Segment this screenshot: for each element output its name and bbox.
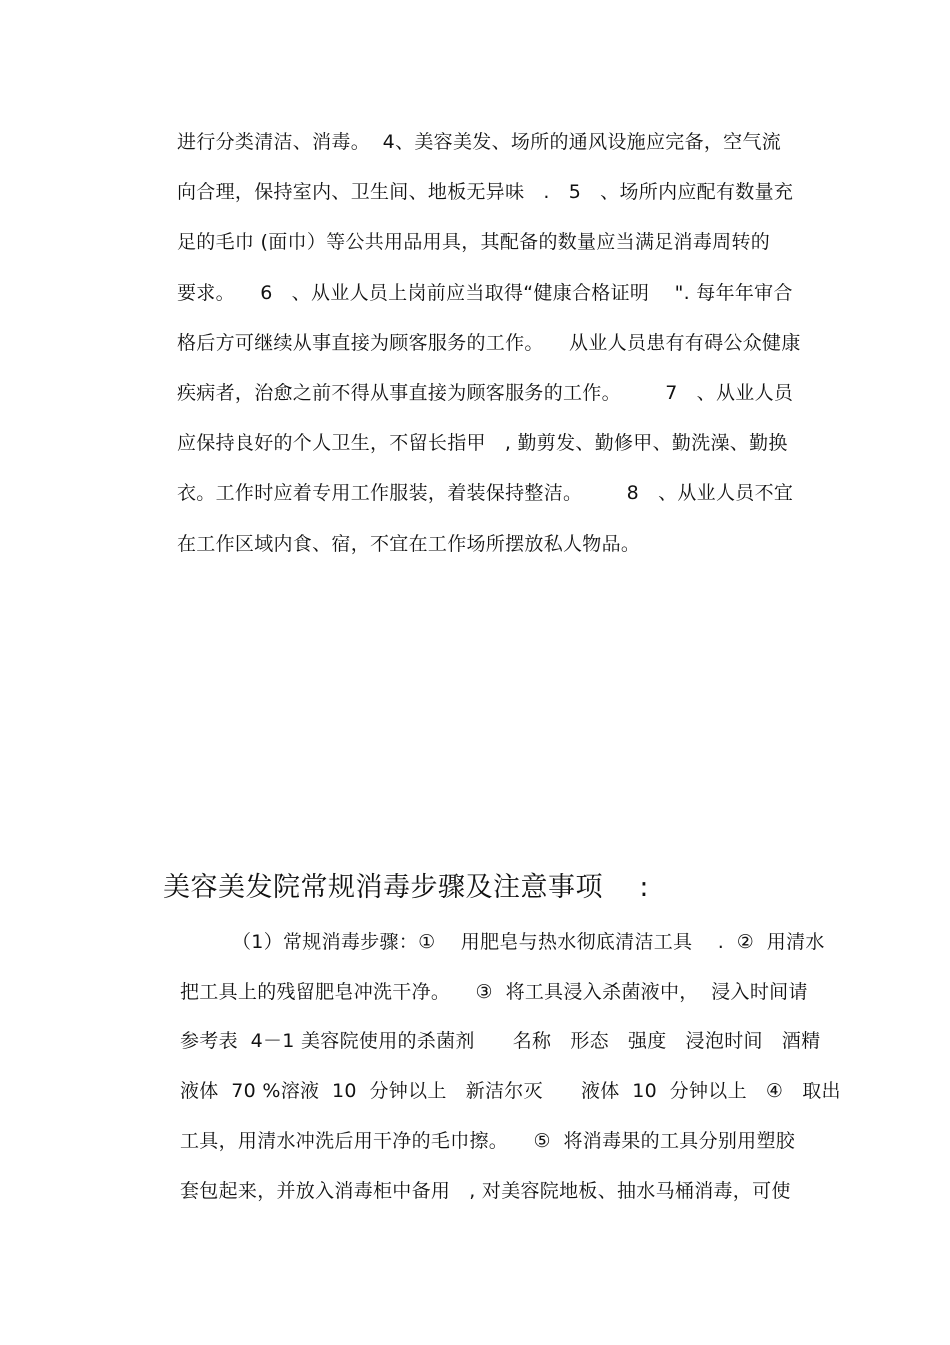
text-line: 应保持良好的个人卫生，不留长指甲 , 勤剪发、勤修甲、勤洗澡、勤换 bbox=[177, 432, 788, 454]
text-line: 衣。工作时应着专用工作服装，着装保持整洁。 8 、从业人员不宜 bbox=[177, 482, 794, 504]
text-line: 参考表 4－1 美容院使用的杀菌剂 名称 形态 强度 浸泡时间 酒精 bbox=[180, 1030, 821, 1052]
text-line: 疾病者，治愈之前不得从事直接为顾客服务的工作。 7 、从业人员 bbox=[177, 382, 794, 404]
text-line: 向合理，保持室内、卫生间、地板无异味 . 5 、场所内应配有数量充 bbox=[177, 181, 794, 203]
text-line: 工具，用清水冲洗后用干净的毛巾擦。 ⑤ 将消毒果的工具分别用塑胶 bbox=[180, 1130, 796, 1152]
text-line: （1）常规消毒步骤：① 用肥皂与热水彻底清洁工具 . ② 用清水 bbox=[232, 931, 825, 953]
text-line: 进行分类清洁、消毒。 4、美容美发、场所的通风设施应完备，空气流 bbox=[177, 131, 782, 153]
text-line: 要求。 6 、从业人员上岗前应当取得“健康合格证明 ". 每年年审合 bbox=[177, 282, 793, 304]
section-heading: 美容美发院常规消毒步骤及注意事项 : bbox=[163, 872, 649, 903]
text-line: 把工具上的残留肥皂冲洗干净。 ③ 将工具浸入杀菌液中， 浸入时间请 bbox=[180, 981, 808, 1003]
text-line: 足的毛巾 (面巾）等公共用品用具，其配备的数量应当满足消毒周转的 bbox=[177, 231, 771, 253]
text-line: 液体 70 %溶液 10 分钟以上 新洁尔灭 液体 10 分钟以上 ④ 取出 bbox=[180, 1080, 841, 1102]
text-line: 在工作区域内食、宿，不宜在工作场所摆放私人物品。 bbox=[177, 533, 641, 555]
text-line: 格后方可继续从事直接为顾客服务的工作。 从业人员患有有碍公众健康 bbox=[177, 332, 801, 354]
text-line: 套包起来，并放入消毒柜中备用 , 对美容院地板、抽水马桶消毒，可使 bbox=[180, 1180, 791, 1202]
